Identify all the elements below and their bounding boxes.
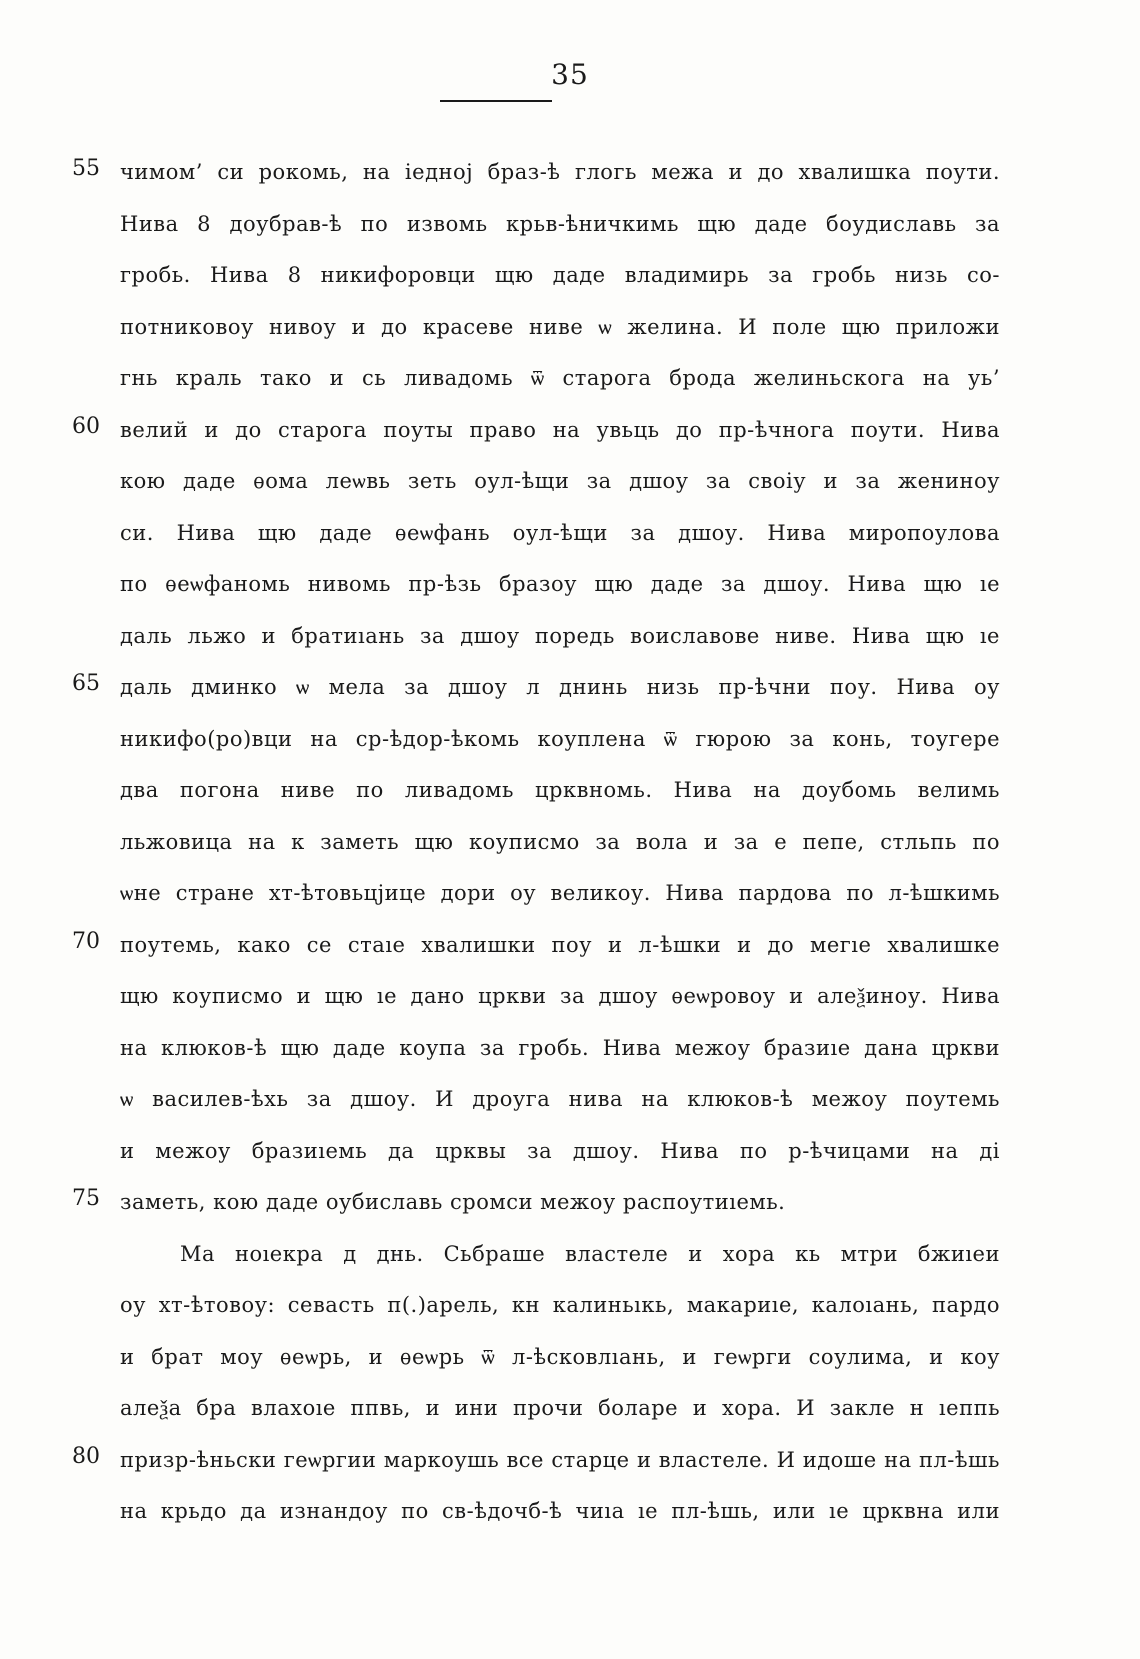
line-text: заметь, кою даде оубиславь сромси межоу распоутиıемь.	[120, 1190, 786, 1214]
text-line	[0, 562, 1140, 614]
line-text: потниковоу нивоу и до красеве ниве ѡ желина. И поле щю приложи	[120, 314, 1000, 339]
line-text: Нива 8 доубрав‑ѣ по извомь крьв‑ѣничкимь щю даде боудиславь за	[120, 211, 1000, 236]
text-line	[0, 614, 1140, 666]
text-line	[0, 202, 1140, 254]
text-line	[0, 871, 1140, 923]
text-line	[0, 356, 1140, 408]
line-text: чимом’ си рокомь, на iедној браз‑ѣ глогь межа и до хвалишка поути.	[120, 160, 1000, 184]
line-text: гнь краль тако и сь ливадомь ѿ старога брода желиньскога на уь’	[120, 366, 1000, 390]
text-line	[0, 150, 1140, 202]
text-line	[0, 1283, 1140, 1335]
text-line	[0, 511, 1140, 563]
text-line	[0, 1129, 1140, 1181]
page-number-rule	[440, 100, 552, 102]
text-line	[0, 408, 1140, 460]
text-line	[0, 1026, 1140, 1078]
line-number: 75	[72, 1186, 100, 1211]
line-text: Мa ноıекра д днь. Сьбраше властеле и хора кь мтри бжиıеи	[180, 1241, 1000, 1266]
line-number: 60	[72, 413, 100, 439]
line-number: 80	[72, 1443, 100, 1469]
line-text: никифо(ро)вци на ср‑ѣдор‑ѣкомь коуплена ѿ гюрою за конь, тоугере	[120, 726, 1000, 751]
line-text: си. Нива щю даде ѳеѡфань оул‑ѣщи за дшоу. Нива миропоулова	[120, 520, 1000, 545]
text-line	[0, 768, 1140, 820]
line-text: велий и до старога поуты право на увьць до пр‑ѣчнога поути. Нива	[120, 417, 1000, 442]
line-text: гробь. Нива 8 никифоровци щю даде владимирь за гробь низь со-	[120, 263, 1000, 287]
line-text: кою даде ѳома леѡвь зеть оул‑ѣщи за дшоу за своіу и за жениноу	[120, 469, 1000, 493]
line-text: на крьдо да изнандоу по св‑ѣдочб‑ѣ чиıа ıе пл‑ѣшь, или ıе црквна или	[120, 1499, 1000, 1523]
text-line	[0, 665, 1140, 717]
line-text: даль льжо и братиıань за дшоу поредь воиславове ниве. Нива щю ıе	[120, 623, 1000, 648]
line-text: ѡне стране хт‑ѣтовьцјице дори оу великоу. Нива пардова по л‑ѣшкимь	[120, 881, 1000, 905]
line-text: и межоу бразиıемь да црквы за дшоу. Нива по р‑ѣчицами на ді	[120, 1138, 1000, 1163]
text-line	[0, 1077, 1140, 1129]
text-line	[0, 1489, 1140, 1541]
line-number: 65	[72, 671, 100, 696]
line-text: и брат моу ѳеѡрь, и ѳеѡрь ѿ л‑ѣсковлıань, и геѡрги соулима, и коу	[120, 1344, 1000, 1369]
line-text: на клюков‑ѣ щю даде коупа за гробь. Нива межоу бразиıе дана цркви	[120, 1035, 1000, 1060]
line-text: льжовица на к заметь щю коуписмо за вола и за е пепе, стльпь по	[120, 829, 1000, 854]
line-text: щю коуписмо и щю ıе дано цркви за дшоу ѳеѡровоу и алеѯиноу. Нива	[120, 984, 1000, 1008]
text-line	[0, 923, 1140, 975]
text-line	[0, 717, 1140, 769]
text-line	[0, 459, 1140, 511]
line-number: 55	[72, 156, 100, 181]
line-number: 70	[72, 928, 100, 954]
line-text: оу хт‑ѣтовоу: севасть п(.)арель, кн калиньıкь, макариıе, калоıань, пардо	[120, 1293, 1000, 1317]
text-line	[0, 1335, 1140, 1387]
text-line	[0, 820, 1140, 872]
line-text: по ѳеѡфаномь нивомь пр‑ѣзь бразоу щю даде за дшоу. Нива щю ıе	[120, 572, 1000, 596]
text-body	[0, 150, 1140, 1541]
line-text: даль дминко ѡ мела за дшоу л днинь низь пр‑ѣчни поу. Нива оу	[120, 675, 1000, 699]
text-line	[0, 1180, 1140, 1232]
line-text: поутемь, како се стаıе хвалишки поу и л‑ѣшки и до мегıе хвалишке	[120, 932, 1000, 957]
page-number: 35	[551, 58, 589, 91]
line-text: алеѯа бра влахоıе ппвь, и ини прочи боларе и хора. И закле н ıеппь	[120, 1396, 1000, 1420]
text-line	[0, 253, 1140, 305]
line-text: призр‑ѣньски геѡргии маркоушь все старце и властеле. И идоше на пл‑ѣшь	[120, 1447, 1000, 1472]
text-line	[0, 305, 1140, 357]
line-text: ѡ василев‑ѣхь за дшоу. И дроуга нива на клюков‑ѣ межоу поутемь	[120, 1087, 1000, 1111]
text-line	[0, 1438, 1140, 1490]
text-line	[0, 974, 1140, 1026]
text-line	[0, 1232, 1140, 1284]
line-text: два погона ниве по ливадомь црквномь. Нива на доубомь велимь	[120, 778, 1000, 802]
text-line	[0, 1386, 1140, 1438]
